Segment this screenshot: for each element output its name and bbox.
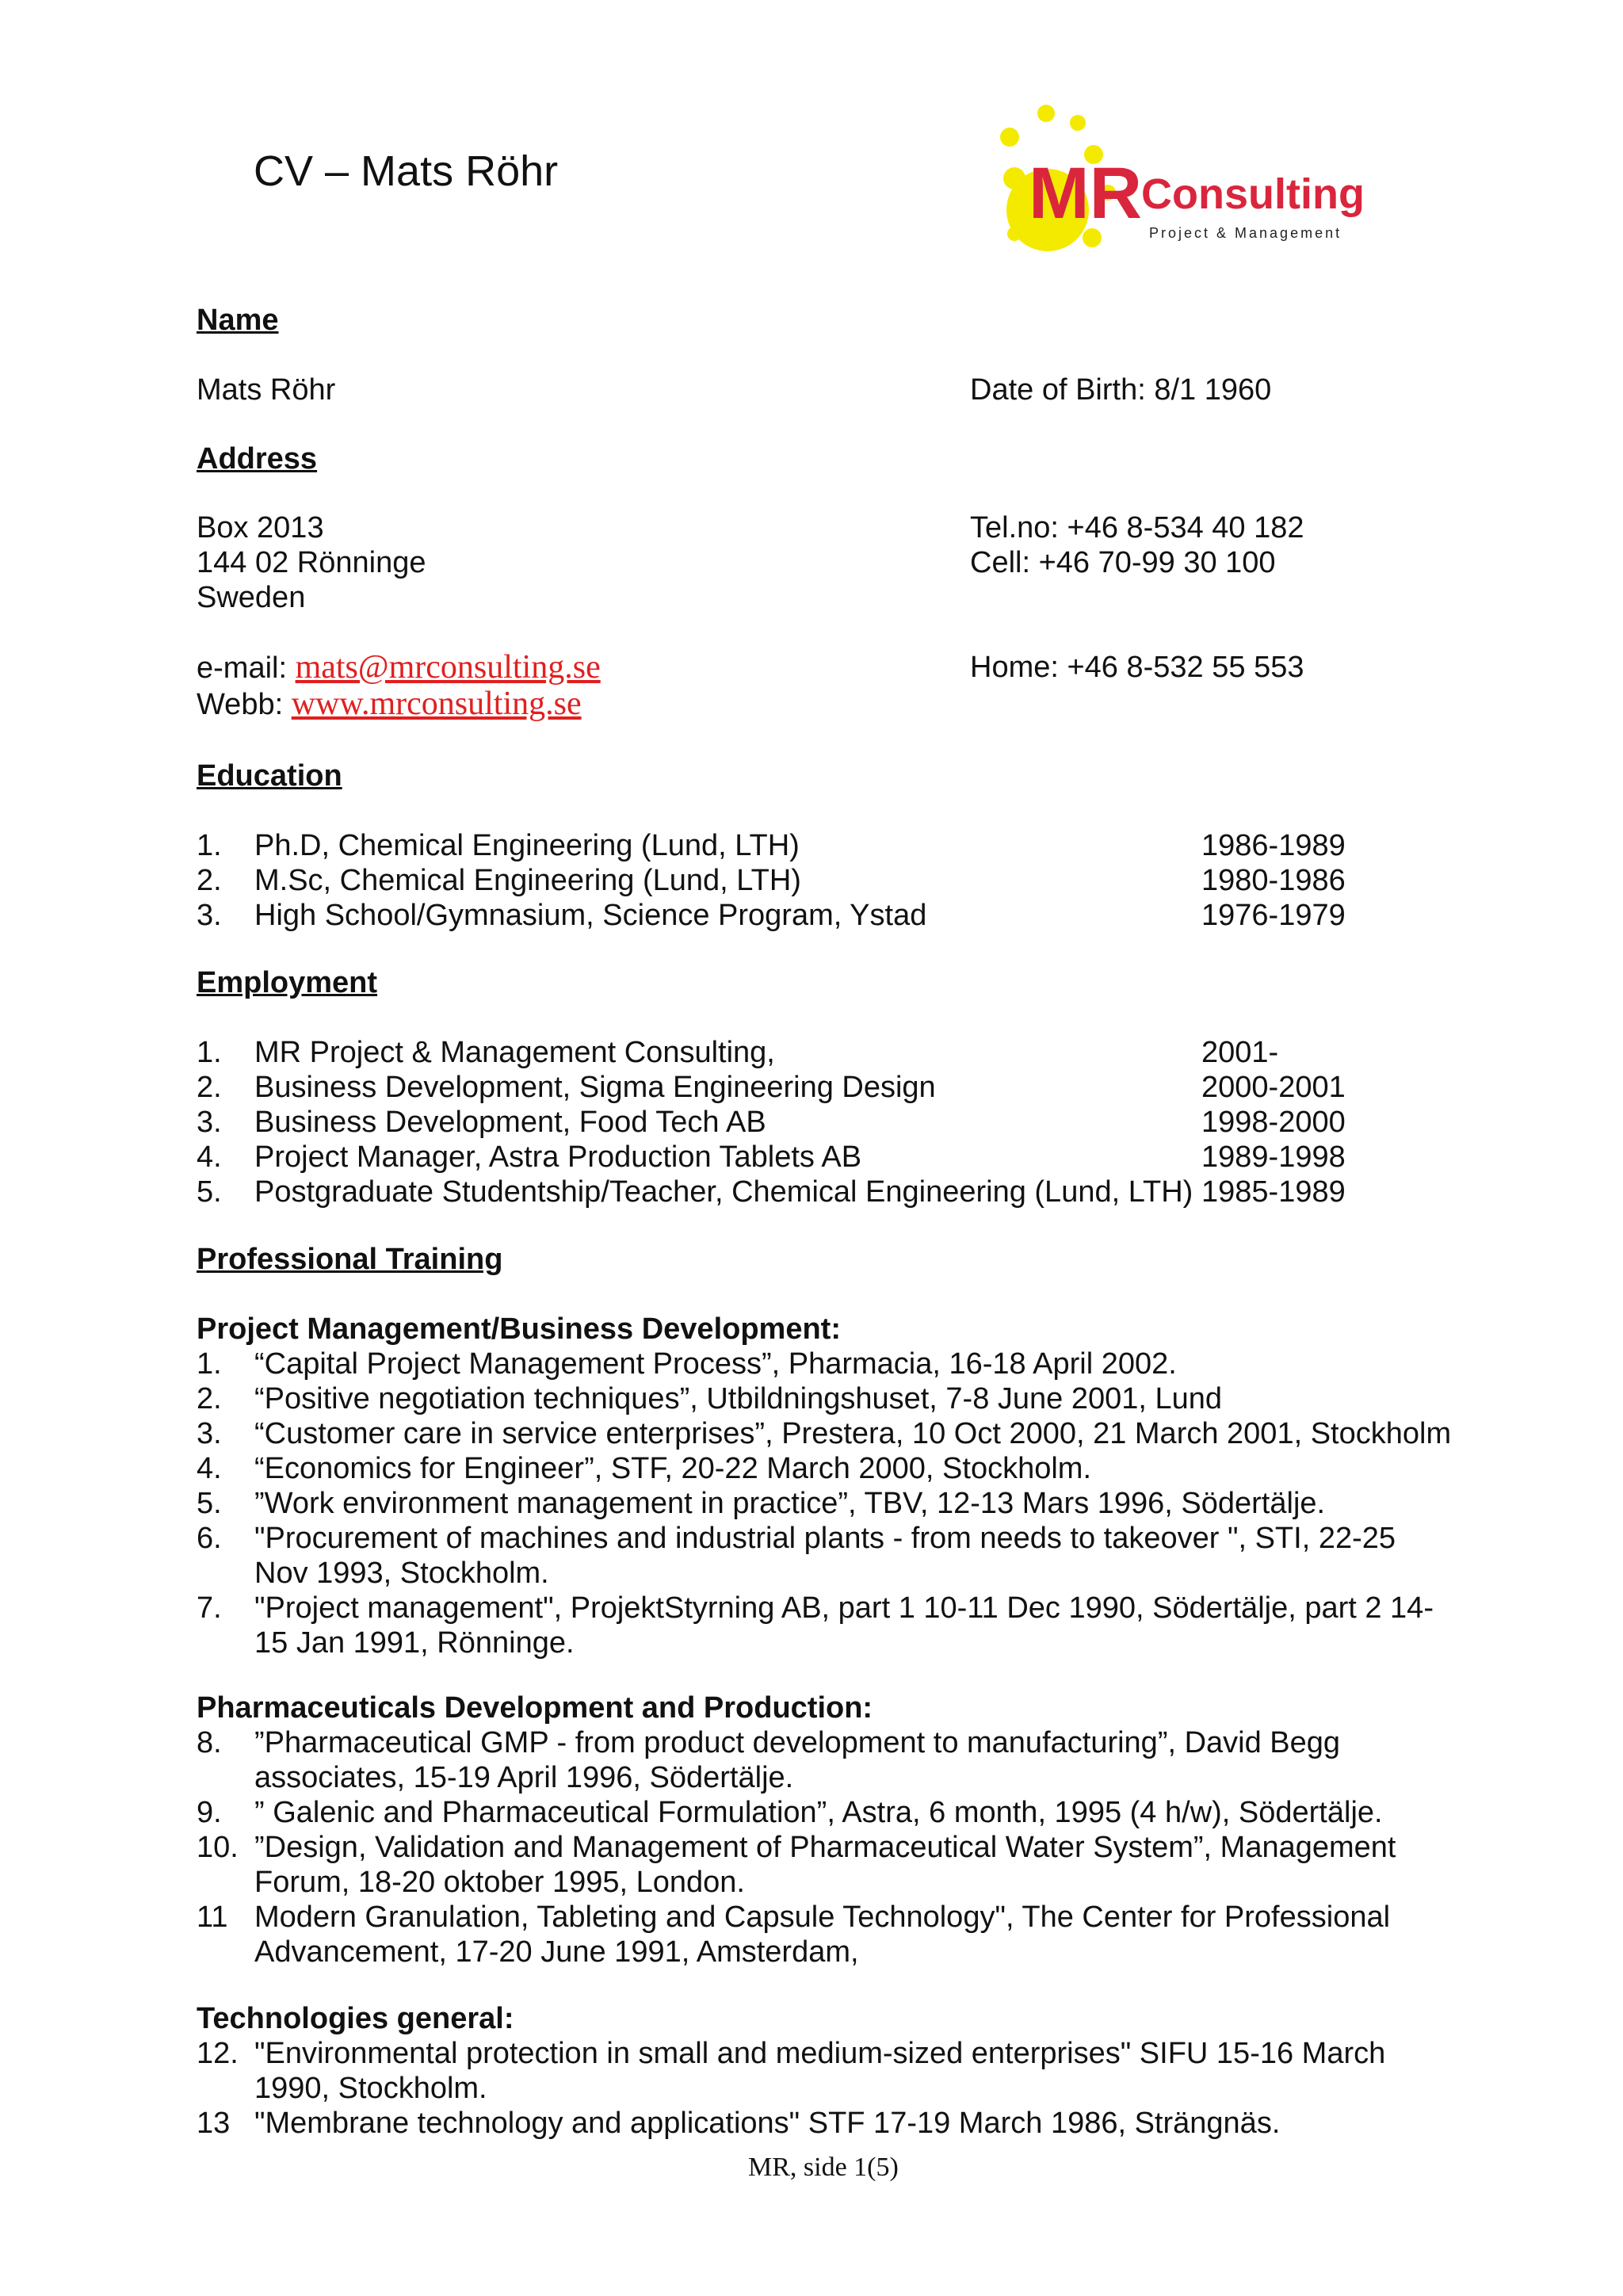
training-item-text: 1990, Stockholm. [254,2072,487,2105]
training-item-text: ” Galenic and Pharmaceutical Formulation”, Astra, 6 month, 1995 (4 h/w), Södertälje. [254,1796,1383,1829]
list-item-text: High School/Gymnasium, Science Program, Ystad [254,899,927,932]
training-item-number: 9. [197,1796,222,1829]
list-item-number: 3. [197,1106,222,1139]
training-item-number: 12. [197,2037,239,2070]
web-label: Webb: [197,688,292,721]
training-item-text: Advancement, 17-20 June 1991, Amsterdam, [254,1935,859,1969]
address-line: 144 02 Rönninge [197,546,426,579]
address-heading: Address [197,442,318,476]
list-item-text: MR Project & Management Consulting, [254,1036,775,1069]
list-item-years: 1976-1979 [1201,899,1346,932]
cell-number: Cell: +46 70-99 30 100 [970,546,1276,579]
list-item-years: 1998-2000 [1201,1106,1346,1139]
list-item-text: Postgraduate Studentship/Teacher, Chemical Engineering (Lund, LTH) [254,1175,1193,1209]
training-item-text: “Positive negotiation techniques”, Utbildningshuset, 7-8 June 2001, Lund [254,1382,1223,1415]
list-item-number: 2. [197,1071,222,1104]
svg-text:Project & Management: Project & Management [1149,225,1342,241]
mr-consulting-logo [991,99,1363,266]
training-item-number: 4. [197,1452,222,1485]
tech-subheading: Technologies general: [197,2002,514,2035]
training-item-text: “Economics for Engineer”, STF, 20-22 March 2000, Stockholm. [254,1452,1092,1485]
list-item-text: Project Manager, Astra Production Tablets AB [254,1140,862,1174]
training-item-text: ”Design, Validation and Management of Pharmaceutical Water System”, Management [254,1831,1396,1864]
list-item-years: 2000-2001 [1201,1071,1346,1104]
training-item-number: 13 [197,2107,231,2140]
pm-subheading: Project Management/Business Development: [197,1312,841,1346]
list-item-number: 2. [197,864,222,897]
training-item-number: 8. [197,1726,222,1759]
training-item-number: 7. [197,1591,222,1625]
telephone-number: Tel.no: +46 8-534 40 182 [970,511,1304,544]
page-title: CV – Mats Röhr [254,147,559,195]
list-item-years: 1980-1986 [1201,864,1346,897]
list-item-number: 5. [197,1175,222,1209]
training-item-text: ”Work environment management in practice”, TBV, 12-13 Mars 1996, Södertälje. [254,1487,1326,1520]
email-link[interactable]: mats@mrconsulting.se [295,649,601,686]
training-item-number: 3. [197,1417,222,1450]
training-item-number: 10. [197,1831,239,1864]
training-item-number: 2. [197,1382,222,1415]
training-item-number: 11 [197,1901,228,1934]
training-item-text: “Customer care in service enterprises”, Prestera, 10 Oct 2000, 21 March 2001, Stockholm [254,1417,1452,1450]
training-item-text: Modern Granulation, Tableting and Capsule Technology", The Center for Professional [254,1901,1391,1934]
training-item-text: "Project management", ProjektStyrning AB, part 1 10-11 Dec 1990, Södertälje, part 2 14- [254,1591,1434,1625]
list-item-number: 3. [197,899,222,932]
employment-heading: Employment [197,966,378,999]
list-item-number: 1. [197,829,222,862]
pharma-subheading: Pharmaceuticals Development and Production: [197,1691,873,1725]
training-item-text: "Procurement of machines and industrial plants - from needs to takeover ", STI, 22-25 [254,1522,1396,1555]
professional-training-heading: Professional Training [197,1243,503,1276]
address-line: Box 2013 [197,511,324,544]
training-item-number: 5. [197,1487,222,1520]
email-row [197,650,601,686]
web-link[interactable]: www.mrconsulting.se [291,686,582,722]
list-item-years: 1985-1989 [1201,1175,1346,1209]
address-line: Sweden [197,581,306,614]
list-item-number: 4. [197,1140,222,1174]
page-footer: MR, side 1(5) [748,2153,899,2182]
list-item-number: 1. [197,1036,222,1069]
training-item-text: ”Pharmaceutical GMP - from product development to manufacturing”, David Begg [254,1726,1341,1759]
training-item-text: “Capital Project Management Process”, Pharmacia, 16-18 April 2002. [254,1347,1177,1381]
name-heading: Name [197,304,279,337]
list-item-text: Ph.D, Chemical Engineering (Lund, LTH) [254,829,800,862]
email-label: e-mail: [197,651,296,685]
training-item-number: 6. [197,1522,222,1555]
training-item-text: Forum, 18-20 oktober 1995, London. [254,1866,745,1899]
person-name: Mats Röhr [197,373,336,407]
list-item-text: M.Sc, Chemical Engineering (Lund, LTH) [254,864,801,897]
logo-graphic [991,99,1363,266]
list-item-years: 2001- [1201,1036,1279,1069]
list-item-years: 1989-1998 [1201,1140,1346,1174]
training-item-text: 15 Jan 1991, Rönninge. [254,1626,575,1660]
home-number: Home: +46 8-532 55 553 [970,651,1304,684]
svg-text:Consulting: Consulting [1141,170,1363,218]
web-row [197,686,582,722]
list-item-years: 1986-1989 [1201,829,1346,862]
list-item-text: Business Development, Food Tech AB [254,1106,766,1139]
date-of-birth: Date of Birth: 8/1 1960 [970,373,1272,407]
training-item-text: "Environmental protection in small and medium-sized enterprises" SIFU 15-16 March [254,2037,1386,2070]
list-item-text: Business Development, Sigma Engineering Design [254,1071,936,1104]
training-item-number: 1. [197,1347,222,1381]
training-item-text: associates, 15-19 April 1996, Södertälje. [254,1761,794,1794]
training-item-text: "Membrane technology and applications" STF 17-19 March 1986, Strängnäs. [254,2107,1281,2140]
education-heading: Education [197,759,342,793]
training-item-text: Nov 1993, Stockholm. [254,1557,549,1590]
svg-text:MR: MR [1029,153,1143,234]
